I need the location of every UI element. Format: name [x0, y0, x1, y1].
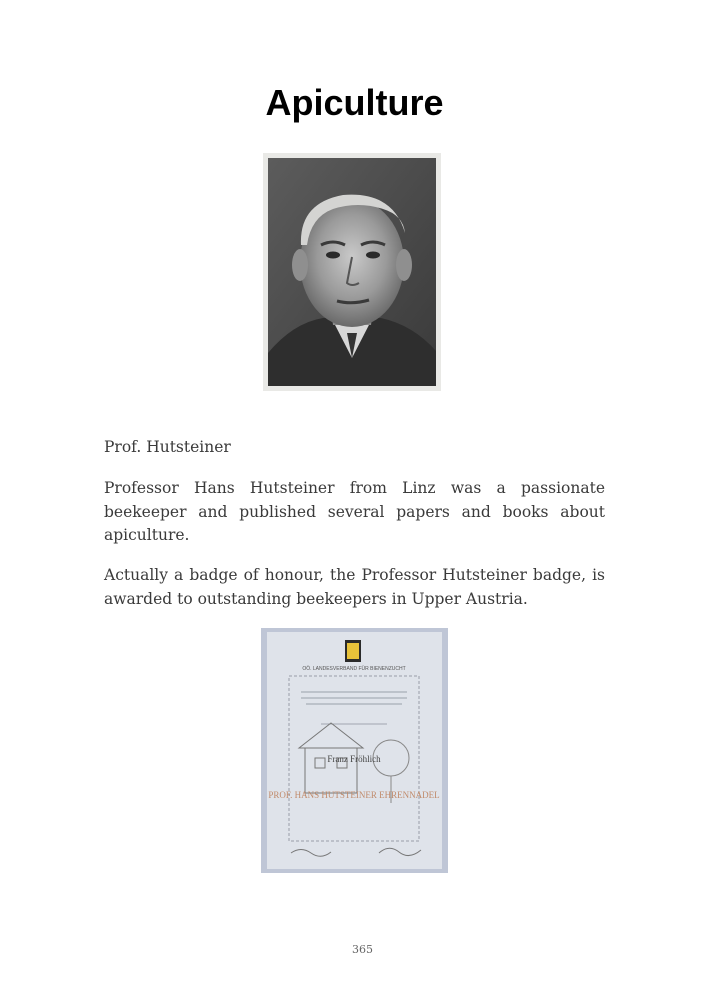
portrait-photo	[263, 153, 441, 391]
page-number: 365	[352, 943, 373, 956]
certificate-image	[261, 628, 448, 873]
body-paragraph: Actually a badge of honour, the Professor Hutsteiner badge, is awarded to outstanding beekeepers in Upper Austria.	[104, 566, 605, 608]
photo-caption: Prof. Hutsteiner	[104, 438, 231, 456]
page-title: Apiculture	[265, 82, 444, 123]
certificate-recipient: Franz Fröhlich	[327, 754, 381, 764]
certificate-award: PROF. HANS HUTSTEINER EHRENNADEL	[268, 790, 440, 800]
emblem-icon	[345, 640, 361, 662]
certificate-header: OÖ. LANDESVERBAND FÜR BIENENZUCHT	[302, 666, 406, 672]
body-paragraph: Professor Hans Hutsteiner from Linz was a passionate beekeeper and published several papers and books about apiculture.	[104, 479, 605, 544]
